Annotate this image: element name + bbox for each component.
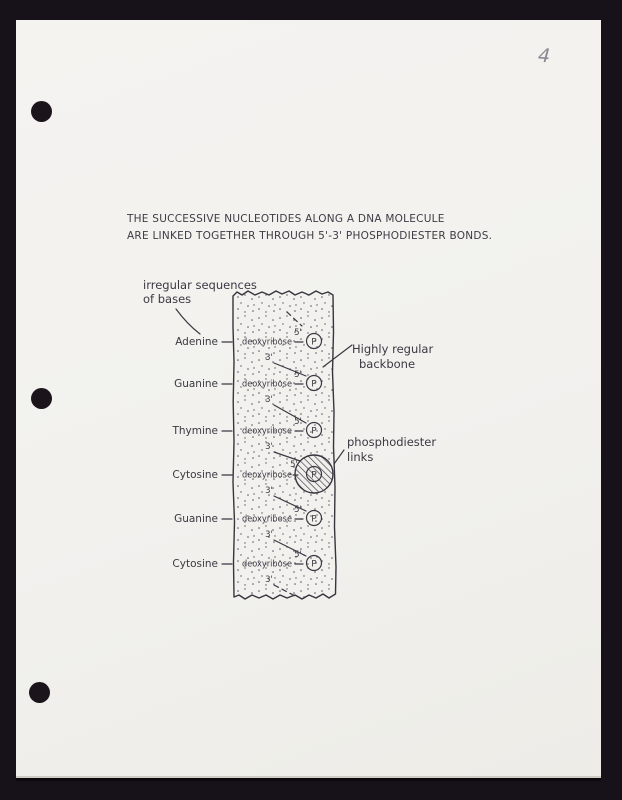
base-label: Guanine — [174, 513, 218, 525]
five-prime-label: 5' — [290, 460, 298, 470]
base-label: Cytosine — [172, 469, 218, 481]
phosphate-symbol: P — [311, 426, 317, 437]
sugar-label: deoxyribose — [242, 470, 293, 481]
title-line-1: THE SUCCESSIVE NUCLEOTIDES ALONG A DNA MOLECULE — [127, 213, 445, 225]
punch-hole — [29, 682, 50, 703]
five-prime-label: 5' — [294, 328, 302, 338]
three-prime-label: 3' — [265, 530, 273, 540]
sugar-label: deoxyribose — [242, 514, 293, 525]
punch-hole — [31, 101, 52, 122]
annotation-phosphodiester-links: links — [347, 450, 374, 464]
annotation-highly-regular-backbone: backbone — [359, 357, 416, 371]
five-prime-label: 5' — [294, 505, 302, 515]
sugar-label: deoxyribose — [242, 559, 293, 570]
punch-hole — [31, 388, 52, 409]
phosphate-symbol: P — [311, 379, 317, 390]
base-label: Adenine — [175, 336, 218, 348]
annotation-pointer-curve — [176, 309, 200, 334]
three-prime-label: 3' — [265, 395, 273, 405]
base-label: Guanine — [174, 378, 218, 390]
phosphate-symbol: P — [311, 470, 317, 481]
five-prime-label: 5' — [294, 417, 302, 427]
dna-backbone-diagram — [130, 272, 480, 617]
three-prime-label: 3' — [265, 486, 273, 496]
phosphate-symbol: P — [311, 559, 317, 570]
sugar-label: deoxyribose — [242, 379, 293, 390]
three-prime-label: 3' — [265, 442, 273, 452]
five-prime-label: 5' — [294, 550, 302, 560]
base-label: Thymine — [172, 425, 218, 437]
phosphate-symbol: P — [311, 337, 317, 348]
annotation-irregular-sequences: of bases — [143, 292, 192, 306]
phosphate-symbol: P — [311, 514, 317, 525]
annotation-pointer-line — [334, 450, 344, 464]
annotation-phosphodiester-links: phosphodiester — [347, 435, 437, 449]
base-label: Cytosine — [172, 558, 218, 570]
five-prime-label: 5' — [294, 370, 302, 380]
sugar-label: deoxyribose — [242, 337, 293, 348]
page-number: 4 — [537, 44, 551, 68]
annotation-irregular-sequences: irregular sequences — [143, 278, 257, 292]
title-line-2: ARE LINKED TOGETHER THROUGH 5'-3' PHOSPHODIESTER BONDS. — [127, 229, 493, 242]
three-prime-label: 3' — [265, 353, 273, 363]
annotation-highly-regular-backbone: Highly regular — [352, 342, 434, 356]
three-prime-label: 3' — [265, 575, 273, 585]
sugar-label: deoxyribose — [242, 426, 293, 437]
page-title — [127, 211, 492, 244]
